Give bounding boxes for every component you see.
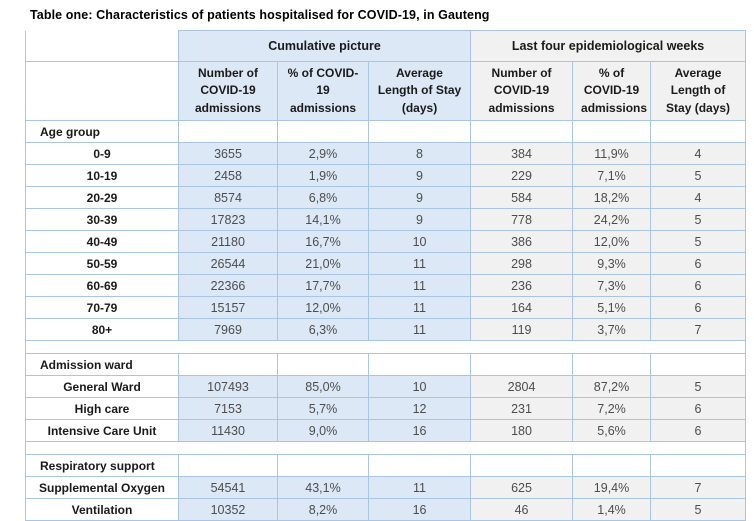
value-cell: 21180 bbox=[179, 231, 278, 253]
row-label: 40-49 bbox=[26, 231, 179, 253]
header-label-cell bbox=[26, 62, 179, 121]
corner-cell bbox=[26, 31, 179, 62]
value-cell: 17823 bbox=[179, 209, 278, 231]
separator-cell bbox=[573, 442, 651, 455]
section-header-empty-cell bbox=[471, 455, 573, 477]
value-cell: 3,7% bbox=[573, 319, 651, 341]
column-header-5: % of COVID-19 admissions bbox=[573, 62, 651, 121]
table-row-50-59 bbox=[26, 253, 746, 275]
separator-cell bbox=[278, 442, 369, 455]
value-cell: 5 bbox=[651, 209, 746, 231]
value-cell: 16 bbox=[369, 420, 471, 442]
value-cell: 2458 bbox=[179, 165, 278, 187]
value-cell: 11 bbox=[369, 297, 471, 319]
value-cell: 11 bbox=[369, 477, 471, 499]
row-label: General Ward bbox=[26, 376, 179, 398]
value-cell: 10 bbox=[369, 376, 471, 398]
value-cell: 164 bbox=[471, 297, 573, 319]
separator-cell bbox=[179, 442, 278, 455]
value-cell: 9,0% bbox=[278, 420, 369, 442]
section-header-empty-cell bbox=[278, 354, 369, 376]
value-cell: 9 bbox=[369, 165, 471, 187]
value-cell: 12 bbox=[369, 398, 471, 420]
value-cell: 11 bbox=[369, 319, 471, 341]
covid-characteristics-table bbox=[25, 30, 746, 521]
value-cell: 6 bbox=[651, 420, 746, 442]
section-header-empty-cell bbox=[278, 455, 369, 477]
value-cell: 2,9% bbox=[278, 143, 369, 165]
value-cell: 231 bbox=[471, 398, 573, 420]
value-cell: 7969 bbox=[179, 319, 278, 341]
value-cell: 6 bbox=[651, 253, 746, 275]
value-cell: 8574 bbox=[179, 187, 278, 209]
section-header-empty-cell bbox=[278, 121, 369, 143]
value-cell: 5,6% bbox=[573, 420, 651, 442]
value-cell: 7,3% bbox=[573, 275, 651, 297]
separator-cell bbox=[369, 442, 471, 455]
row-label: 60-69 bbox=[26, 275, 179, 297]
section-header-empty-cell bbox=[573, 121, 651, 143]
section-header-empty-cell bbox=[369, 354, 471, 376]
value-cell: 119 bbox=[471, 319, 573, 341]
value-cell: 22366 bbox=[179, 275, 278, 297]
table-row-10-19 bbox=[26, 165, 746, 187]
table-row-ventilation bbox=[26, 499, 746, 521]
value-cell: 2804 bbox=[471, 376, 573, 398]
value-cell: 24,2% bbox=[573, 209, 651, 231]
value-cell: 384 bbox=[471, 143, 573, 165]
section-header-empty-cell bbox=[573, 354, 651, 376]
value-cell: 8 bbox=[369, 143, 471, 165]
value-cell: 12,0% bbox=[278, 297, 369, 319]
value-cell: 5 bbox=[651, 165, 746, 187]
table-row-supplemental-oxygen bbox=[26, 477, 746, 499]
value-cell: 17,7% bbox=[278, 275, 369, 297]
separator-cell bbox=[651, 341, 746, 354]
section-header-empty-cell bbox=[369, 121, 471, 143]
value-cell: 229 bbox=[471, 165, 573, 187]
value-cell: 11430 bbox=[179, 420, 278, 442]
value-cell: 46 bbox=[471, 499, 573, 521]
value-cell: 9,3% bbox=[573, 253, 651, 275]
value-cell: 107493 bbox=[179, 376, 278, 398]
value-cell: 236 bbox=[471, 275, 573, 297]
table-body bbox=[26, 121, 746, 521]
table-row-40-49 bbox=[26, 231, 746, 253]
row-label: 70-79 bbox=[26, 297, 179, 319]
value-cell: 6,3% bbox=[278, 319, 369, 341]
section-header-empty-cell bbox=[651, 121, 746, 143]
table-row-intensive-care-unit bbox=[26, 420, 746, 442]
value-cell: 6 bbox=[651, 275, 746, 297]
value-cell: 19,4% bbox=[573, 477, 651, 499]
value-cell: 16,7% bbox=[278, 231, 369, 253]
column-header-2: % of COVID-19 admissions bbox=[278, 62, 369, 121]
section-header-respiratory-support: Respiratory support bbox=[26, 455, 179, 477]
value-cell: 54541 bbox=[179, 477, 278, 499]
value-cell: 9 bbox=[369, 187, 471, 209]
group-header-last-four-epidemiological-weeks: Last four epidemiological weeks bbox=[471, 31, 746, 62]
value-cell: 5 bbox=[651, 231, 746, 253]
value-cell: 12,0% bbox=[573, 231, 651, 253]
value-cell: 584 bbox=[471, 187, 573, 209]
value-cell: 5,7% bbox=[278, 398, 369, 420]
value-cell: 7153 bbox=[179, 398, 278, 420]
section-header-empty-cell bbox=[471, 354, 573, 376]
column-header-6: Average Length of Stay (days) bbox=[651, 62, 746, 121]
separator-row bbox=[26, 341, 746, 354]
separator-cell bbox=[179, 341, 278, 354]
row-label: 10-19 bbox=[26, 165, 179, 187]
value-cell: 5,1% bbox=[573, 297, 651, 319]
separator-cell bbox=[278, 341, 369, 354]
separator-cell bbox=[471, 341, 573, 354]
value-cell: 43,1% bbox=[278, 477, 369, 499]
separator-cell bbox=[573, 341, 651, 354]
section-header-empty-cell bbox=[179, 121, 278, 143]
section-header-empty-cell bbox=[179, 455, 278, 477]
value-cell: 11,9% bbox=[573, 143, 651, 165]
value-cell: 5 bbox=[651, 499, 746, 521]
value-cell: 5 bbox=[651, 376, 746, 398]
value-cell: 87,2% bbox=[573, 376, 651, 398]
value-cell: 16 bbox=[369, 499, 471, 521]
table-title: Table one: Characteristics of patients hospitalised for COVID-19, in Gauteng bbox=[30, 8, 490, 22]
value-cell: 21,0% bbox=[278, 253, 369, 275]
separator-cell bbox=[26, 442, 179, 455]
value-cell: 6 bbox=[651, 297, 746, 319]
table-row-0-9 bbox=[26, 143, 746, 165]
row-label: 30-39 bbox=[26, 209, 179, 231]
row-label: High care bbox=[26, 398, 179, 420]
table-row-30-39 bbox=[26, 209, 746, 231]
value-cell: 15157 bbox=[179, 297, 278, 319]
row-label: 20-29 bbox=[26, 187, 179, 209]
separator-cell bbox=[651, 442, 746, 455]
value-cell: 11 bbox=[369, 275, 471, 297]
section-header-empty-cell bbox=[471, 121, 573, 143]
table-row-20-29 bbox=[26, 187, 746, 209]
value-cell: 1,9% bbox=[278, 165, 369, 187]
value-cell: 7,1% bbox=[573, 165, 651, 187]
row-label: Supplemental Oxygen bbox=[26, 477, 179, 499]
section-header-age-group: Age group bbox=[26, 121, 179, 143]
row-label: 50-59 bbox=[26, 253, 179, 275]
section-header-empty-cell bbox=[369, 455, 471, 477]
separator-cell bbox=[471, 442, 573, 455]
separator-cell bbox=[26, 341, 179, 354]
value-cell: 18,2% bbox=[573, 187, 651, 209]
separator-cell bbox=[369, 341, 471, 354]
separator-row bbox=[26, 442, 746, 455]
section-header-empty-cell bbox=[179, 354, 278, 376]
table-row-70-79 bbox=[26, 297, 746, 319]
column-header-1: Number of COVID-19 admissions bbox=[179, 62, 278, 121]
section-header-row-age-group bbox=[26, 121, 746, 143]
value-cell: 7 bbox=[651, 319, 746, 341]
table-row-80 bbox=[26, 319, 746, 341]
value-cell: 3655 bbox=[179, 143, 278, 165]
section-header-empty-cell bbox=[573, 455, 651, 477]
value-cell: 10352 bbox=[179, 499, 278, 521]
section-header-admission-ward: Admission ward bbox=[26, 354, 179, 376]
value-cell: 8,2% bbox=[278, 499, 369, 521]
column-header-3: Average Length of Stay (days) bbox=[369, 62, 471, 121]
value-cell: 180 bbox=[471, 420, 573, 442]
value-cell: 7,2% bbox=[573, 398, 651, 420]
value-cell: 625 bbox=[471, 477, 573, 499]
value-cell: 6,8% bbox=[278, 187, 369, 209]
section-header-empty-cell bbox=[651, 354, 746, 376]
row-label: Intensive Care Unit bbox=[26, 420, 179, 442]
value-cell: 4 bbox=[651, 143, 746, 165]
row-label: 80+ bbox=[26, 319, 179, 341]
row-label: 0-9 bbox=[26, 143, 179, 165]
value-cell: 386 bbox=[471, 231, 573, 253]
value-cell: 10 bbox=[369, 231, 471, 253]
value-cell: 7 bbox=[651, 477, 746, 499]
section-header-row-respiratory-support bbox=[26, 455, 746, 477]
value-cell: 1,4% bbox=[573, 499, 651, 521]
table-row-60-69 bbox=[26, 275, 746, 297]
value-cell: 4 bbox=[651, 187, 746, 209]
row-label: Ventilation bbox=[26, 499, 179, 521]
value-cell: 14,1% bbox=[278, 209, 369, 231]
section-header-row-admission-ward bbox=[26, 354, 746, 376]
column-header-4: Number of COVID-19 admissions bbox=[471, 62, 573, 121]
value-cell: 85,0% bbox=[278, 376, 369, 398]
value-cell: 6 bbox=[651, 398, 746, 420]
section-header-empty-cell bbox=[651, 455, 746, 477]
value-cell: 11 bbox=[369, 253, 471, 275]
value-cell: 26544 bbox=[179, 253, 278, 275]
table-head bbox=[26, 31, 746, 121]
value-cell: 298 bbox=[471, 253, 573, 275]
value-cell: 778 bbox=[471, 209, 573, 231]
table-row-general-ward bbox=[26, 376, 746, 398]
value-cell: 9 bbox=[369, 209, 471, 231]
group-header-cumulative-picture: Cumulative picture bbox=[179, 31, 471, 62]
table-row-high-care bbox=[26, 398, 746, 420]
